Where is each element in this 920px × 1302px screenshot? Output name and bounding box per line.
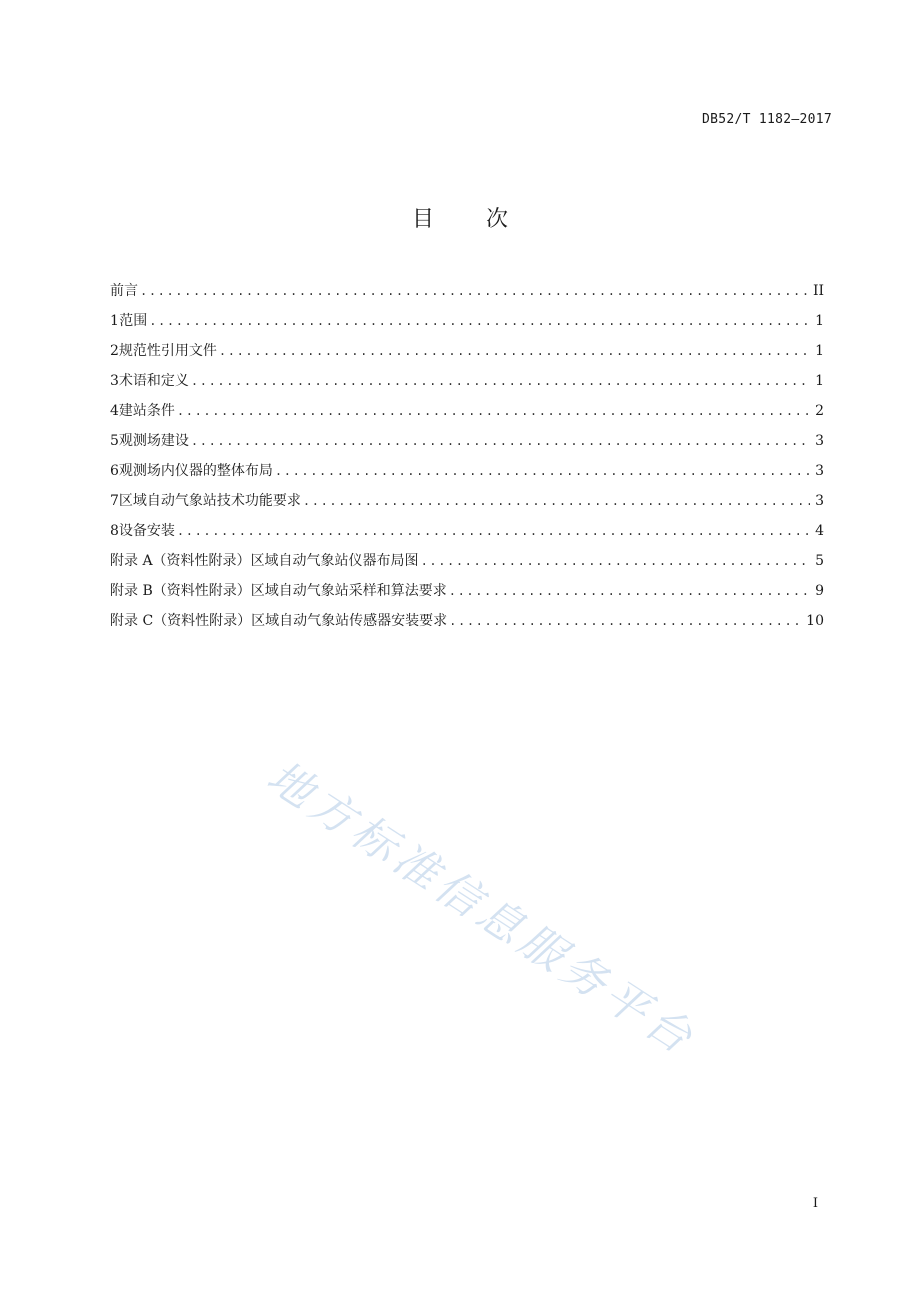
- toc-entry-page: II: [812, 283, 824, 299]
- toc-entry-page: 5: [815, 553, 824, 569]
- standard-code: DB52/T 1182—2017: [701, 112, 832, 127]
- toc-entry-number: 2: [110, 343, 119, 359]
- toc-entry-2[interactable]: [110, 336, 824, 366]
- toc-entry-label: 观测场内仪器的整体布局: [118, 463, 273, 479]
- watermark: 地方标准信息服务平台: [257, 751, 706, 1067]
- toc-entry-number: 7: [110, 493, 119, 509]
- page-title: [0, 202, 920, 233]
- toc-entry-6[interactable]: [110, 456, 824, 486]
- toc-entry-4[interactable]: [110, 396, 824, 426]
- toc-entry-page: 3: [815, 463, 824, 479]
- toc-entry-label: 区域自动气象站仪器布局图: [250, 553, 419, 569]
- toc-entry-appendix-a[interactable]: [110, 546, 824, 576]
- toc-entry-appendix-c[interactable]: [110, 606, 824, 636]
- toc-entry-number: 5: [110, 433, 119, 449]
- toc-leader-dots: [140, 276, 809, 306]
- toc-leader-dots: [191, 426, 810, 456]
- toc-entry-number: 1: [110, 313, 119, 329]
- toc-leader-dots: [303, 486, 810, 516]
- toc-appendix-prefix: 附录 A（资料性附录）: [110, 553, 251, 569]
- toc-leader-dots: [449, 606, 802, 636]
- toc-entry-page: 3: [815, 493, 824, 509]
- toc-leader-dots: [191, 366, 810, 396]
- toc-entry-7[interactable]: [110, 486, 824, 516]
- toc-entry-page: 3: [815, 433, 824, 449]
- toc-entry-page: 9: [815, 583, 824, 599]
- toc-entry-label: 范围: [119, 313, 148, 329]
- toc-entry-page: 2: [815, 403, 824, 419]
- toc-entry-label: 区域自动气象站技术功能要求: [118, 493, 301, 509]
- toc-entry-label: 规范性引用文件: [118, 343, 217, 359]
- toc-entry-3[interactable]: [110, 366, 824, 396]
- toc-appendix-prefix: 附录 B（资料性附录）: [110, 583, 251, 599]
- toc-entry-number: 3: [110, 373, 119, 389]
- toc-entry-8[interactable]: [110, 516, 824, 546]
- toc-entry-foreword[interactable]: [110, 276, 824, 306]
- page-number: I: [812, 1196, 818, 1211]
- toc-entry-page: 1: [815, 313, 824, 329]
- toc-leader-dots: [177, 396, 810, 426]
- toc-entry-page: 1: [815, 343, 824, 359]
- toc-leader-dots: [449, 576, 810, 606]
- toc-entry-appendix-b[interactable]: [110, 576, 824, 606]
- toc-appendix-prefix: 附录 C（资料性附录）: [110, 613, 252, 629]
- toc-entry-page: 10: [806, 613, 824, 629]
- toc-leader-dots: [421, 546, 810, 576]
- toc-leader-dots: [149, 306, 810, 336]
- toc-entry-label: 区域自动气象站采样和算法要求: [250, 583, 447, 599]
- table-of-contents: [110, 276, 824, 636]
- toc-entry-page: 4: [815, 523, 824, 539]
- toc-entry-label: 设备安装: [118, 523, 175, 539]
- toc-entry-page: 1: [815, 373, 824, 389]
- toc-leader-dots: [219, 336, 810, 366]
- toc-entry-label: 建站条件: [118, 403, 175, 419]
- title-char-2: 次: [486, 207, 509, 232]
- toc-entry-number: 6: [110, 463, 119, 479]
- toc-entry-5[interactable]: [110, 426, 824, 456]
- title-char-1: 目: [411, 207, 434, 232]
- toc-entry-number: 4: [110, 403, 119, 419]
- toc-entry-label: 术语和定义: [118, 373, 189, 389]
- toc-entry-label: 区域自动气象站传感器安装要求: [251, 613, 448, 629]
- toc-entry-label: 前言: [110, 283, 138, 299]
- toc-leader-dots: [275, 456, 810, 486]
- toc-entry-1[interactable]: [110, 306, 824, 336]
- toc-leader-dots: [177, 516, 810, 546]
- toc-entry-number: 8: [110, 523, 119, 539]
- toc-entry-label: 观测场建设: [118, 433, 189, 449]
